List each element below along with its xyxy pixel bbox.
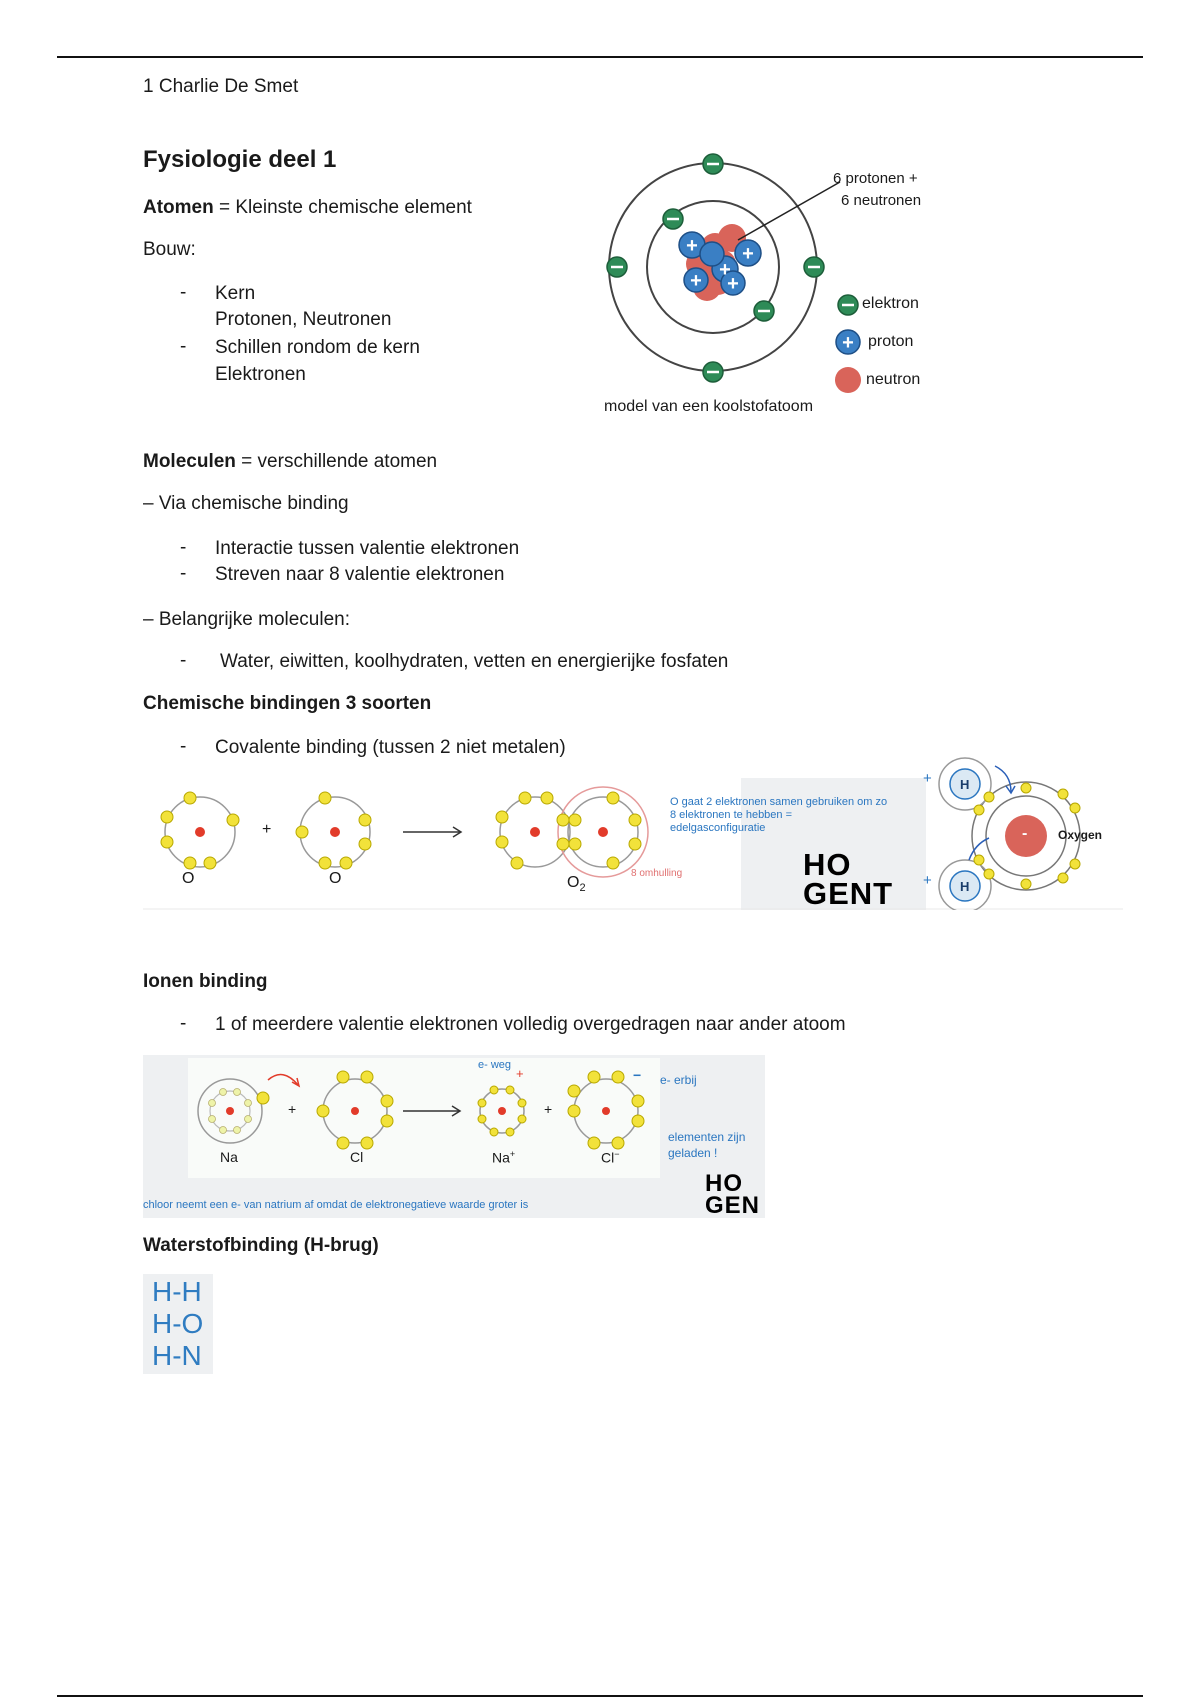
- ionic-hogent-logo: [705, 1173, 760, 1217]
- bouw-item-kern: Kern: [215, 283, 256, 304]
- e-erbij-label: e- erbij: [660, 1073, 697, 1087]
- hogent-logo-line2: GENT: [803, 876, 894, 911]
- moleculen-definition: [143, 450, 437, 474]
- hogent-logo: [803, 847, 894, 911]
- geladen-note: [668, 1129, 745, 1161]
- h-bond-hn: H-N: [152, 1340, 202, 1371]
- water-o-minus: -: [1022, 825, 1028, 842]
- svg-text:+: +: [842, 332, 854, 354]
- moleculen-term: Moleculen: [143, 451, 236, 472]
- e-weg-label: e- weg: [478, 1059, 512, 1071]
- svg-text:+: +: [690, 270, 702, 292]
- ionic-logo-line1: HO: [705, 1173, 743, 1197]
- covalent-binding-figure: [143, 752, 1123, 910]
- waterstof-heading: Waterstofbinding (H-brug): [143, 1235, 379, 1256]
- atomen-term: Atomen: [143, 197, 214, 218]
- svg-text:+: +: [727, 273, 739, 295]
- cl-minus-mark: −: [633, 1067, 642, 1083]
- footer-rule: [57, 1695, 1143, 1697]
- cl-label: Cl: [350, 1149, 364, 1165]
- bullet-dash: -: [180, 336, 187, 357]
- h-bond-hh: H-H: [152, 1276, 202, 1307]
- h-bond-box: [143, 1274, 213, 1374]
- o2-subscript: 2: [579, 882, 586, 895]
- svg-text:+: +: [742, 243, 754, 265]
- hogent-logo-line1: HO: [803, 847, 852, 882]
- legend-proton-label: proton: [868, 333, 914, 350]
- bouw-item-schillen-sub: Elektronen: [215, 364, 306, 385]
- atomen-definition-text: = Kleinste chemische element: [213, 197, 472, 218]
- water-h1-label: H: [960, 777, 970, 792]
- annotation-line: [738, 182, 840, 240]
- annotation-line1: 6 protonen +: [833, 170, 918, 187]
- page-header-label: 1 Charlie De Smet: [143, 76, 299, 97]
- svg-text:+: +: [719, 259, 731, 281]
- legend-electron-label: elektron: [862, 295, 919, 312]
- na-ion-label: [492, 1149, 515, 1166]
- oxygen-atom-2: [296, 792, 371, 869]
- bullet-dash: -: [180, 736, 187, 757]
- na-ion-text: Na: [492, 1149, 510, 1166]
- svg-text:+: +: [686, 235, 698, 257]
- nucleus: [679, 224, 761, 301]
- note-line3: edelgasconfiguratie: [670, 822, 766, 834]
- ionic-arrow: [403, 1106, 460, 1116]
- ionic-binding-figure: [143, 1055, 765, 1218]
- belangrijk-item: Water, eiwitten, koolhydraten, vetten en energierijke fosfaten: [220, 651, 729, 672]
- water-plus-bottom: +: [923, 872, 932, 889]
- note-line1: O gaat 2 elektronen samen gebruiken om zo: [670, 796, 888, 808]
- o2-label-text: O: [567, 874, 580, 891]
- belangrijk-label: – Belangrijke moleculen:: [143, 609, 351, 630]
- covalent-item: Covalente binding (tussen 2 niet metalen): [215, 737, 566, 758]
- water-plus-top: +: [923, 770, 932, 787]
- atomen-definition: [143, 196, 472, 220]
- via-item-1: Interactie tussen valentie elektronen: [215, 538, 520, 559]
- na-ion: [478, 1086, 526, 1136]
- covalent-note: [670, 796, 887, 835]
- moleculen-definition-text: = verschillende atomen: [235, 451, 438, 472]
- water-h2-label: H: [960, 879, 970, 894]
- note-line2: 8 elektronen te hebben =: [670, 809, 793, 821]
- bouw-item-schillen: Schillen rondom de kern: [215, 337, 420, 358]
- bullet-dash: -: [180, 1013, 187, 1034]
- geladen-line1: elementen zijn: [668, 1130, 746, 1144]
- h-bond-list: [152, 1276, 203, 1372]
- ionic-plus-1: +: [288, 1101, 297, 1117]
- water-oxygen-label: Oxygen: [1058, 828, 1103, 842]
- na-label: Na: [220, 1149, 238, 1165]
- omhulling-label: 8 omhulling: [631, 868, 683, 879]
- o2-label: [567, 874, 586, 894]
- annotation-label: [833, 168, 921, 212]
- header-rule: [57, 56, 1143, 58]
- ionen-heading: Ionen binding: [143, 971, 268, 992]
- cl-ion-text: Cl: [601, 1149, 615, 1166]
- atom-label-1: O: [182, 870, 195, 887]
- bindingen-heading: Chemische bindingen 3 soorten: [143, 693, 432, 714]
- annotation-line2: 6 neutronen: [841, 192, 922, 209]
- reaction-arrow: [403, 827, 461, 837]
- atom-figure-caption: model van een koolstofatoom: [604, 398, 814, 415]
- via-item-2: Streven naar 8 valentie elektronen: [215, 564, 505, 585]
- o2-molecule: [496, 787, 648, 877]
- ionen-item: 1 of meerdere valentie elektronen volledig overgedragen naar ander atoom: [215, 1014, 846, 1035]
- h-bond-ho: H-O: [152, 1308, 204, 1339]
- page-title: Fysiologie deel 1: [143, 146, 337, 173]
- bullet-dash: -: [180, 563, 187, 584]
- geladen-line2: geladen !: [668, 1146, 718, 1160]
- cl-atom: [317, 1071, 393, 1149]
- na-ion-sup: +: [509, 1149, 516, 1159]
- bullet-dash: -: [180, 282, 187, 303]
- oxygen-atom-1: [161, 792, 239, 869]
- carbon-atom-figure: [600, 140, 940, 422]
- covalent-diagram: [143, 752, 1123, 910]
- bullet-dash: -: [180, 537, 187, 558]
- cl-ion-label: [601, 1149, 620, 1166]
- na-atom: [198, 1075, 299, 1143]
- atom-label-2: O: [329, 870, 342, 887]
- ionic-footer-note: chloor neemt een e- van natrium af omdat de elektronegatieve waarde groter is: [143, 1199, 529, 1211]
- via-label: – Via chemische binding: [143, 493, 349, 514]
- cl-ion-sup: −: [614, 1149, 620, 1159]
- ionic-plus-2: +: [544, 1101, 553, 1117]
- bouw-item-kern-sub: Protonen, Neutronen: [215, 309, 392, 330]
- plus-sign: +: [262, 821, 272, 838]
- ionic-logo-line2: GEN: [705, 1192, 761, 1217]
- legend-neutron-label: neutron: [866, 371, 921, 388]
- bouw-label: Bouw:: [143, 239, 196, 260]
- na-plus-mark: +: [516, 1066, 524, 1081]
- bullet-dash: -: [180, 650, 187, 671]
- legend: [835, 295, 861, 393]
